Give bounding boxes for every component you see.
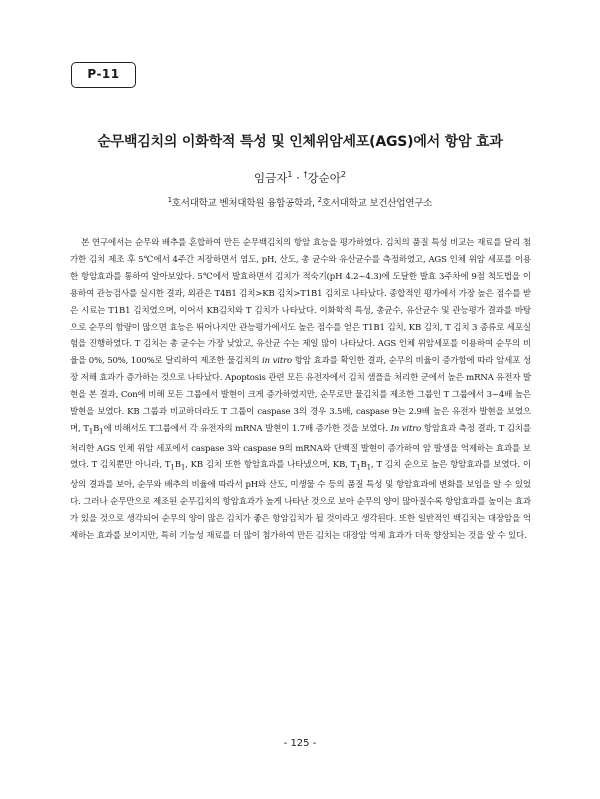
author-2: 강순아 bbox=[307, 171, 341, 185]
affil-2: 호서대학교 보건산업연구소 bbox=[321, 198, 433, 209]
author-separator: · bbox=[292, 171, 304, 185]
affiliations bbox=[0, 195, 600, 209]
page-number: - 125 - bbox=[283, 738, 317, 749]
abstract-paragraph: 본 연구에서는 순무와 배추를 혼합하여 만든 순무백김치의 항암 효능을 평가하였다. 김치의 품질 특성 비교는 재료를 달리 첨가한 김치 제조 후 5℃에서 4주간 저장하면서 염도, pH, 산도, 총 균수와 유산균수를 측정하였고, AGS 인체 위암 세포를 이용한 항암효과를 통하여 알아보았다. 5℃에서 발효하면서 김치가 적숙기(pH 4.2~4.3)에 도달한 발효 3주차에 9점 척도법을 이용하여 관능검사를 실시한 결과, 외관은 T4B1 김치>KB 김치>T1B1 김치로 나타났다. 종합적인 평가에서 가장 높은 점수를 받은 시료는 T1B1 김치였으며, 이어서 KB김치와 T 김치가 나타났다. 이화학적 특성, 총균수, 유산균수 및 관능평가 결과를 바탕으로 순무의 함량이 많으면 효능은 뛰어나지만 관능평가에서도 높은 점수를 얻은 T1B1 김치, KB 김치, T 김치 3 종류로 세포실험을 진행하였다. T 김치는 총 균수는 가장 낮았고, 유산균 수는 제일 많이 나타났다. AGS 인체 위암세포를 이용하여 순무의 비율을 0%, 50%, 100%로 달리하여 제조한 물김치의 in vitro 항암 효과를 확인한 결과, 순무의 비율이 증가함에 따라 암세포 성장 저해 효과가 증가하는 것으로 나타났다. Apoptosis 관련 모든 유전자에서 김치 샘플을 처리한 군에서 높은 mRNA 유전자 발현을 본 결과, Con에 비해 모든 그룹에서 발현이 크게 증가하였지만, 순무로만 물김치를 제조한 그룹인 T 그룹에서 3~4배 높은 발현을 보였다. KB 그룹과 비교하더라도 T 그룹이 caspase 3의 경우 3.5배, caspase 9는 2.9배 높은 유전자 발현을 보였으며, $T_1B_1$에 비해서도 T그룹에서 각 유전자의 mRNA 발현이 1.7배 증가한 것을 보였다. In vitro 항암효과 측정 결과, T 김치를 처리한 AGS 인체 위암 세포에서 caspase 3와 caspase 9의 mRNA와 단백질 발현이 증가하여 암 발생을 억제하는 효과를 보였다. T 김치뿐만 아니라, $T_1B_1$, KB 김치 또한 항암효과를 나타냈으며, KB, $T_1B_1$, T 김치 순으로 높은 항암효과를 보였다. 이상의 결과를 보아, 순무와 배추의 비율에 따라서 pH와 산도, 미생물 수 등의 품질 특성 및 항암효과에 변화를 보임을 알 수 있었다. 그러나 순무만으로 제조된 순무김치의 항암효과가 높게 나타난 것으로 보아 순무의 양이 많아질수록 항암효과를 높이는 효과가 있을 것으로 생각되어 순무의 양이 많은 김치가 좋은 항암김치가 될 것이라고 생각된다. 또한 일반적인 백김치는 대장암을 억제하는 효과를 보이지만, 특히 기능성 재료를 더 많이 첨가하여 만든 김치는 대장암 억제 효과가 더욱 향상되는 것을 알 수 있다. bbox=[70, 238, 532, 541]
abstract bbox=[70, 235, 531, 545]
corresponding-mark: † bbox=[303, 170, 308, 180]
affil-2-mark: 2 bbox=[317, 195, 322, 204]
italic-in-vitro: In vitro bbox=[390, 423, 422, 434]
author-1-affil-mark: 1 bbox=[287, 170, 293, 180]
author-2-affil-mark: 2 bbox=[340, 170, 346, 180]
paper-title: 순무백김치의 이화학적 특성 및 인체위암세포(AGS)에서 항암 효과 bbox=[97, 134, 503, 150]
author-1: 임금자 bbox=[254, 171, 288, 185]
affil-1: 호서대학교 벤처대학원 융합공학과, bbox=[171, 198, 318, 209]
authors bbox=[0, 170, 600, 186]
italic-in-vitro: in vitro bbox=[262, 356, 293, 367]
page-id-box: P-11 bbox=[71, 62, 136, 88]
affil-1-mark: 1 bbox=[167, 195, 172, 204]
